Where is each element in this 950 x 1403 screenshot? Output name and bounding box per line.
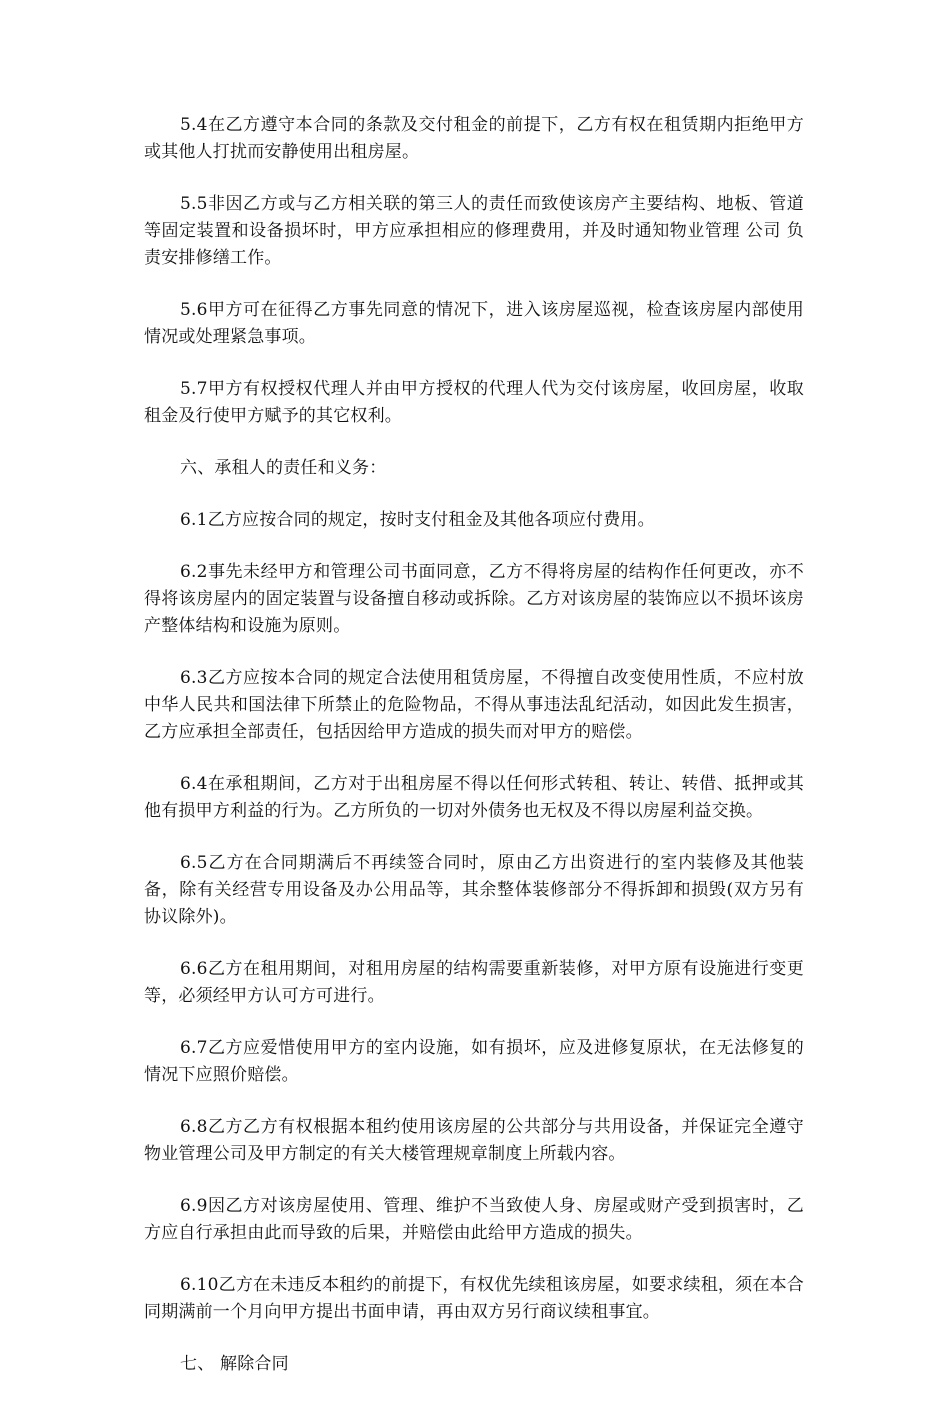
clause-6-4: 6.4在承租期间，乙方对于出租房屋不得以任何形式转租、转让、转借、抵押或其他有损甲方利益的行为。乙方所负的一切对外债务也无权及不得以房屋利益交换。 xyxy=(144,774,804,821)
clause-6-5: 6.5乙方在合同期满后不再续签合同时，原由乙方出资进行的室内装修及其他装备，除有关经营专用设备及办公用品等，其余整体装修部分不得拆卸和损毁(双方另有协议除外)。 xyxy=(144,853,804,927)
section-heading-7: 七、 解除合同 xyxy=(180,1354,289,1374)
clause-6-7: 6.7乙方应爱惜使用甲方的室内设施，如有损坏，应及进修复原状，在无法修复的情况下应照价赔偿。 xyxy=(144,1038,804,1085)
clause-6-3: 6.3乙方应按本合同的规定合法使用租赁房屋，不得擅自改变使用性质，不应村放中华人民共和国法律下所禁止的危险物品，不得从事违法乱纪活动，如因此发生损害，乙方应承担全部责任，包括因给甲方造成的损失而对甲方的赔偿。 xyxy=(144,668,804,742)
clause-5-4: 5.4在乙方遵守本合同的条款及交付租金的前提下，乙方有权在租赁期内拒绝甲方或其他人打扰而安静使用出租房屋。 xyxy=(144,115,804,162)
clause-6-9: 6.9因乙方对该房屋使用、管理、维护不当致使人身、房屋或财产受到损害时，乙方应自行承担由此而导致的后果，并赔偿由此给甲方造成的损失。 xyxy=(144,1196,804,1243)
clause-5-7: 5.7甲方有权授权代理人并由甲方授权的代理人代为交付该房屋，收回房屋，收取租金及行使甲方赋予的其它权利。 xyxy=(144,379,804,426)
clause-6-2: 6.2事先未经甲方和管理公司书面同意，乙方不得将房屋的结构作任何更改，亦不得将该房屋内的固定装置与设备擅自移动或拆除。乙方对该房屋的装饰应以不损坏该房产整体结构和设施为原则。 xyxy=(144,562,804,636)
section-heading-6: 六、承租人的责任和义务： xyxy=(180,458,387,478)
clause-6-6: 6.6乙方在租用期间，对租用房屋的结构需要重新装修，对甲方原有设施进行变更等，必须经甲方认可方可进行。 xyxy=(144,959,804,1006)
clause-6-10: 6.10乙方在未违反本租约的前提下，有权优先续租该房屋，如要求续租，须在本合同期满前一个月向甲方提出书面申请，再由双方另行商议续租事宜。 xyxy=(144,1275,804,1322)
clause-6-1: 6.1乙方应按合同的规定，按时支付租金及其他各项应付费用。 xyxy=(180,510,655,530)
clause-5-5: 5.5非因乙方或与乙方相关联的第三人的责任而致使该房产主要结构、地板、管道等固定装置和设备损坏时，甲方应承担相应的修理费用，并及时通知物业管理 公司 负责安排修缮工作。 xyxy=(144,194,804,268)
document-body xyxy=(144,112,804,1403)
clause-6-8: 6.8乙方乙方有权根据本租约使用该房屋的公共部分与共用设备，并保证完全遵守物业管理公司及甲方制定的有关大楼管理规章制度上所载内容。 xyxy=(144,1117,804,1164)
clause-5-6: 5.6甲方可在征得乙方事先同意的情况下，进入该房屋巡视，检查该房屋内部使用情况或处理紧急事项。 xyxy=(144,300,804,347)
